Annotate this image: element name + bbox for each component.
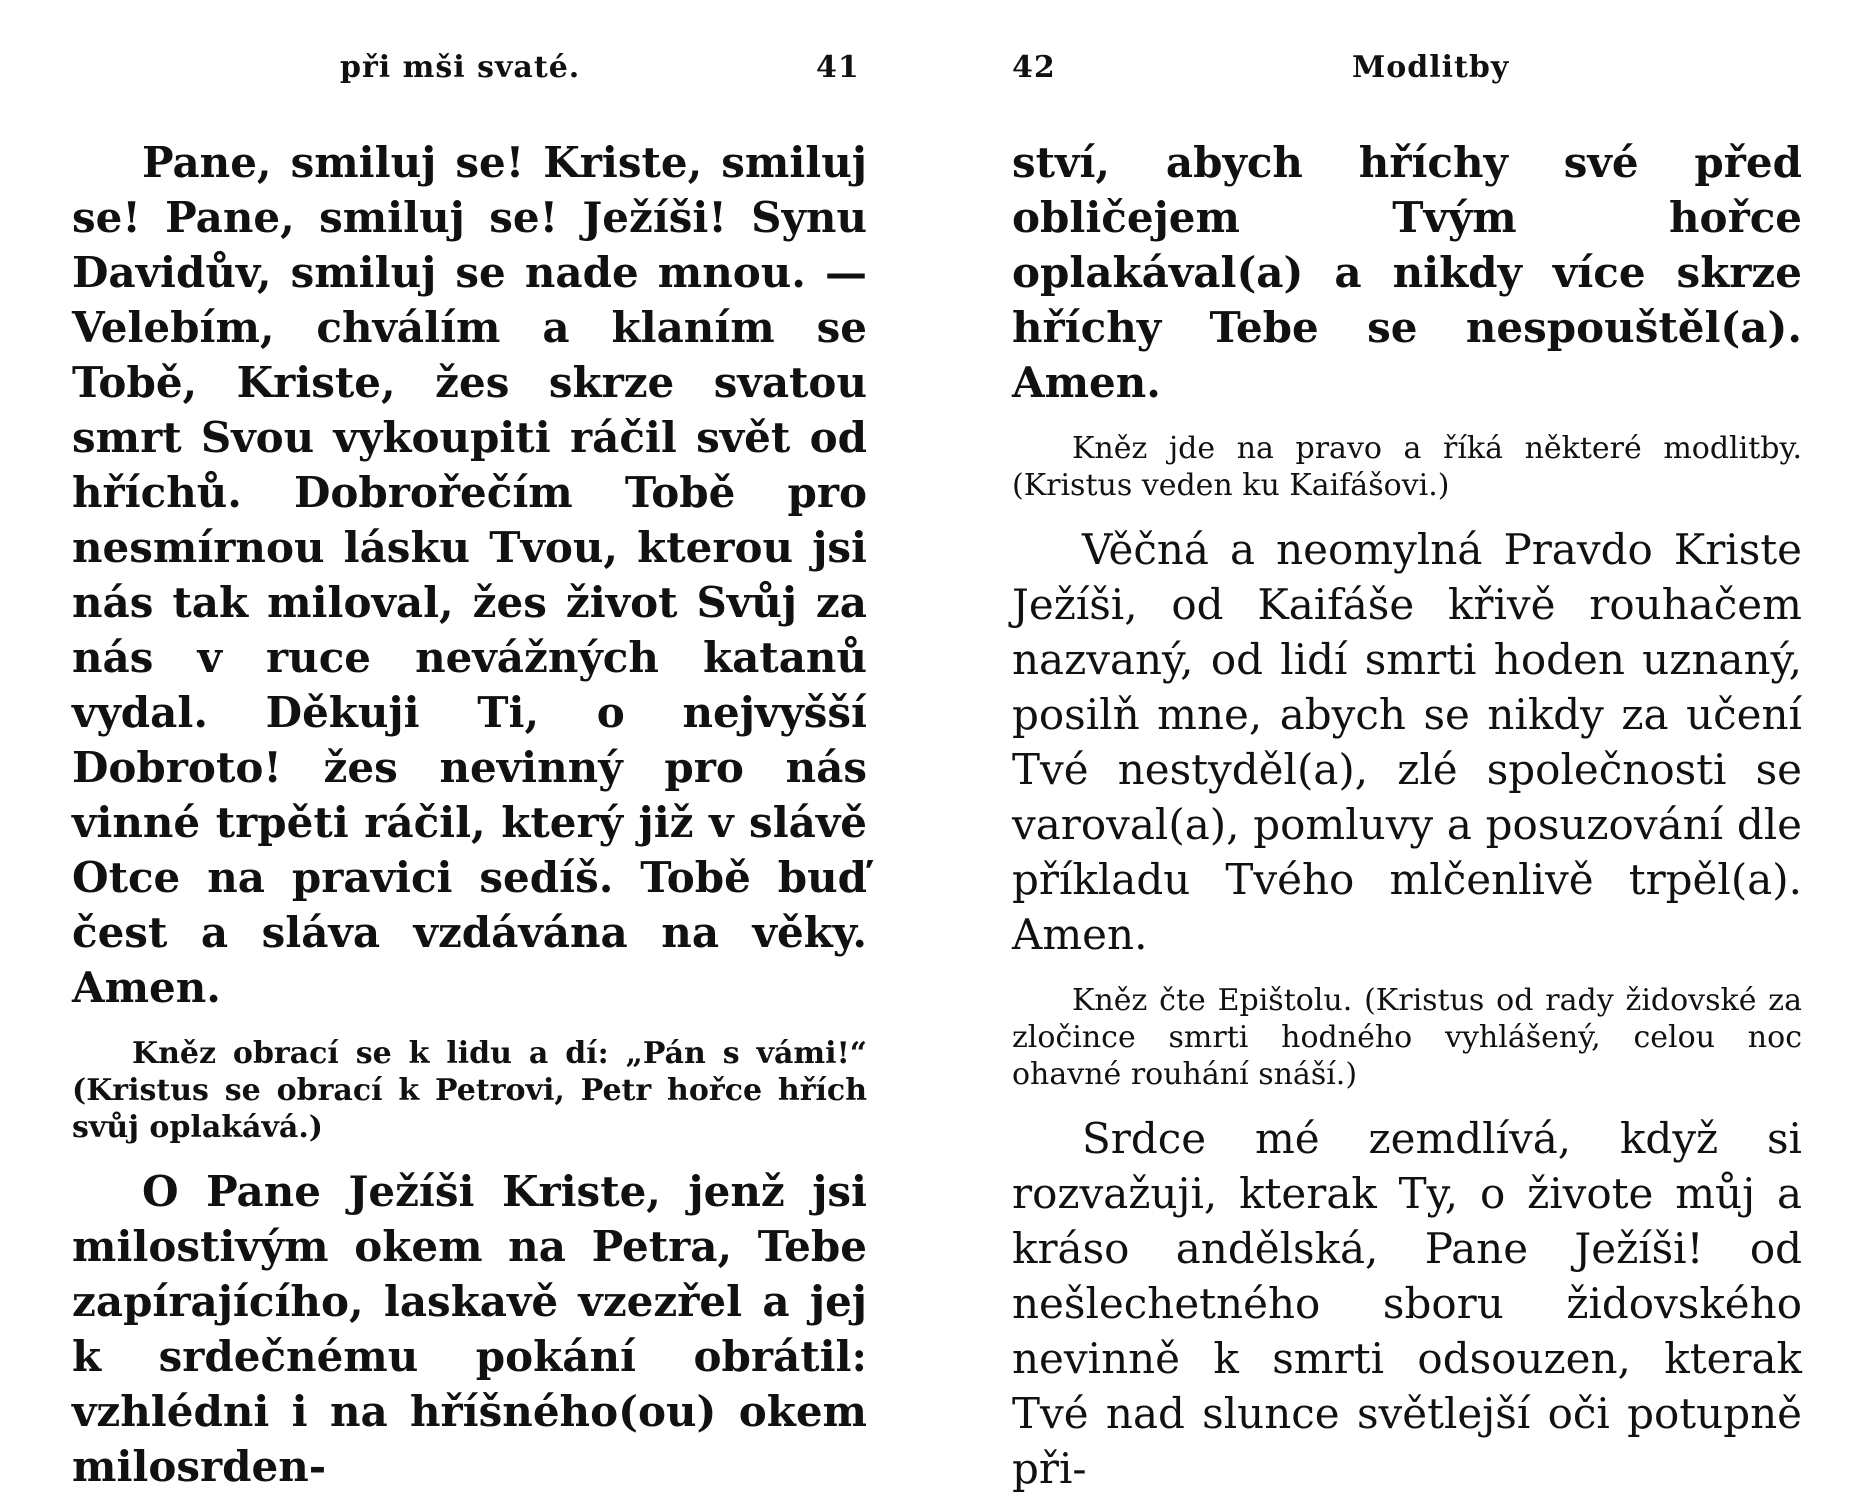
rubric-note: Kněz jde na pravo a říká některé modlitby. (Kristus veden ku Kaifášovi.) <box>1012 431 1802 503</box>
page-number: 41 <box>816 50 860 85</box>
left-page-body <box>72 135 867 1494</box>
left-page <box>72 0 872 1500</box>
rubric-note: Kněz čte Epištolu. (Kristus od rady židovské za zločince smrti hodného vyhlášený, celou noc ohavné rouhání snáší.) <box>1012 983 1802 1092</box>
running-title: Modlitby <box>1352 50 1510 85</box>
prayer-paragraph: Pane, smiluj se! Kriste, smiluj se! Pane, smiluj se! Ježíši! Synu Davidův, smiluj se nade mnou. — Velebím, chválím a klaním se Tobě, Kriste, žes skrze svatou smrt Svou vykoupiti ráčil svět od hříchů. Dobrořečím Tobě pro nesmírnou lásku Tvou, kterou jsi nás tak miloval, žes život Svůj za nás v ruce nevážných katanů vydal. Děkuji Ti, o nejvyšší Dobroto! žes nevinný pro nás vinné trpěti ráčil, který již v slávě Otce na pravici sedíš. Tobě buď čest a sláva vzdávána na věky. Amen. <box>72 138 867 1012</box>
prayer-paragraph: ství, abych hříchy své před obličejem Tvým hořce oplakával(a) a nikdy více skrze hříchy Tebe se nespouštěl(a). Amen. <box>1012 138 1802 407</box>
prayer-paragraph: O Pane Ježíši Kriste, jenž jsi milostivým okem na Petra, Tebe zapírajícího, laskavě vzezřel a jej k srdečnému pokání obrátil: vzhlédni i na hříšného(ou) okem milosrden- <box>72 1167 867 1491</box>
page-number: 42 <box>1012 50 1056 85</box>
right-page <box>1012 0 1812 1500</box>
left-page-header <box>72 50 872 100</box>
prayer-paragraph: Srdce mé zemdlívá, když si rozvažuji, kterak Ty, o živote můj a kráso andělská, Pane Ježíši! od nešlechetného sboru židovského nevinně k smrti odsouzen, kterak Tvé nad slunce světlejší oči potupně při- <box>1012 1114 1802 1493</box>
prayer-paragraph: Věčná a neomylná Pravdo Kriste Ježíši, od Kaifáše křivě rouhačem nazvaný, od lidí smrti hoden uznaný, posilň mne, abych se nikdy za učení Tvé nestyděl(a), zlé společnosti se varoval(a), pomluvy a posuzování dle příkladu Tvého mlčenlivě trpěl(a). Amen. <box>1012 525 1802 959</box>
right-page-body <box>1012 135 1802 1496</box>
running-title: při mši svaté. <box>340 50 581 85</box>
rubric-note: Kněz obrací se k lidu a dí: „Pán s vámi!“ (Kristus se obrací k Petrovi, Petr hořce hřích svůj oplakává.) <box>72 1036 867 1145</box>
right-page-header <box>1012 50 1812 100</box>
